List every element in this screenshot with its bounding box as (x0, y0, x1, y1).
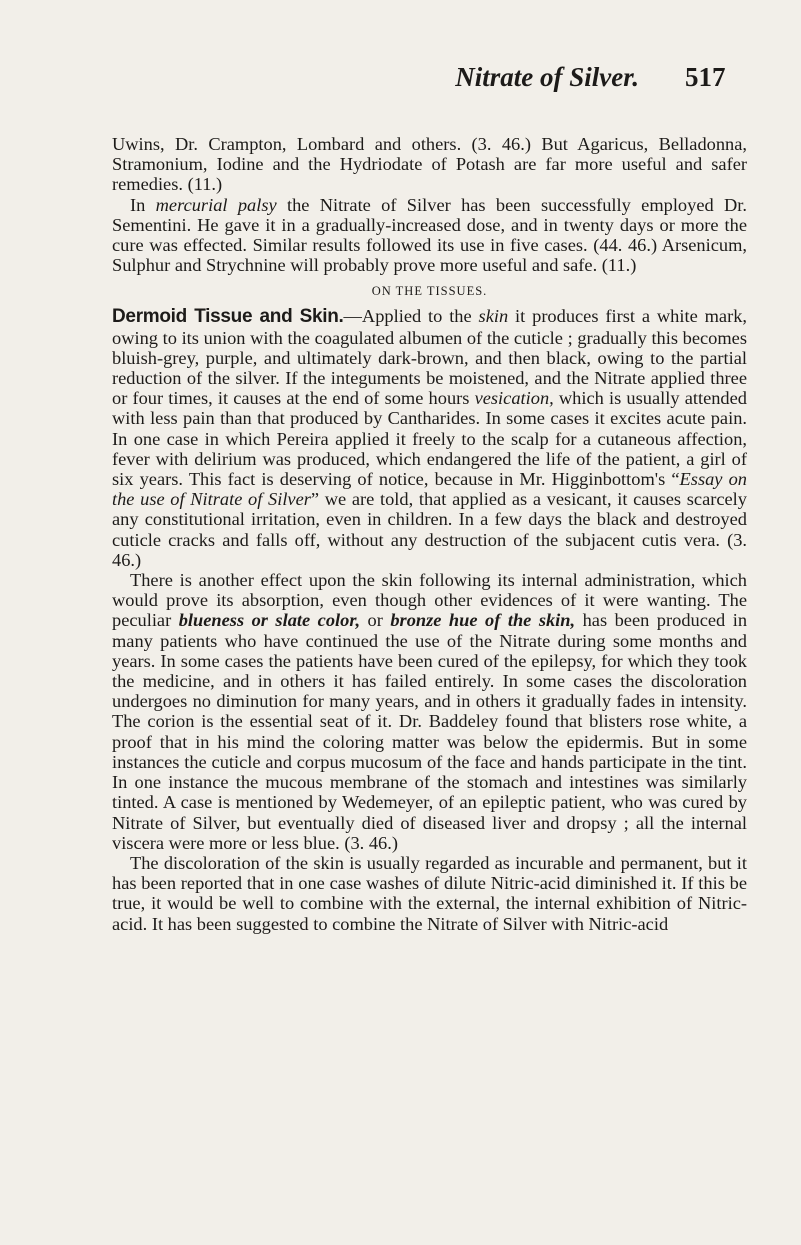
page-number: 517 (685, 62, 726, 92)
paragraph-text: it produces first a white mark, owing to its union with the coagulated albumen of the cuticle ; gradually this becomes bluish-grey, purple, and ultimately dark-brown, and then black, owing to the partial reduction of the silver. If the integuments be moistened, and the Nitrate applied three or four times, it causes at the end of some hours (112, 306, 747, 409)
paragraph-mercurial-palsy (112, 195, 747, 276)
paragraph-text: The discoloration of the skin is usually regarded as incurable and permanent, but it has been reported that in one case washes of dilute Nitric-acid diminished it. If this be true, it would be well to combine with the external, the internal exhibition of Nitric-acid. It has been suggested to combine the Nitrate of Silver with Nitric-acid (112, 852, 747, 934)
paragraph-text: Uwins, Dr. Crampton, Lombard and others. (3. 46.) But Agaricus, Belladonna, Stramonium, Iodine and the Hydriodate of Potash are far more useful and safer remedies. (11.) (112, 134, 747, 195)
emphasis-term: bronze hue of the skin, (390, 610, 576, 631)
running-title: Nitrate of Silver. (455, 62, 639, 92)
paragraph-dermoid-tissue (112, 306, 747, 570)
paragraph-continuation (112, 134, 747, 195)
emphasis-term: blueness or slate color, (178, 610, 361, 631)
emphasis-term: mercurial palsy (155, 194, 277, 215)
paragraph-text: ” we are told, that applied as a vesicant, it causes scarcely any constitutional irritation, even in children. In a few days the black and destroyed cuticle cracks and falls off, without any destruction of the subjacent cutis vera. (3. 46.) (112, 489, 747, 570)
paragraph-text: which is usually attended with less pain than that produced by Cantharides. In some cases it excites acute pain. In one case in which Pereira applied it freely to the scalp for a cutaneous affection, fever with delirium was produced, which endangered the life of the patient, a girl of six years. This fact is deserving of notice, because in Mr. Higginbottom's “ (112, 388, 747, 490)
paragraph-text: has been produced in many patients who have continued the use of the Nitrate during some months and years. In some cases the patients have been cured of the epilepsy, for which they took the medicine, and in others it has failed entirely. In some cases the discoloration undergoes no diminution for many years, and in others it gradually fades in intensity. The corion is the essential seat of it. Dr. Baddeley found that blisters rose white, a proof that in his mind the coloring matter was below the epidermis. But in some instances the cuticle and corpus mucosum of the face and hands participate in the tint. In one instance the mucous membrane of the stomach and intestines was similarly tinted. A case is mentioned by Wedemeyer, of an epileptic patient, who was cured by Nitrate of Silver, but eventually died of diseased liver and dropsy ; all the internal viscera were more or less blue. (3. 46.) (112, 610, 748, 853)
paragraph-text: There is another effect upon the skin following its internal administration, which would prove its absorption, even though other evidences of it were wanting. The peculiar (112, 570, 747, 631)
section-heading: ON THE TISSUES. (371, 284, 488, 299)
run-in-heading: Dermoid Tissue and Skin. (112, 306, 344, 328)
emphasis-term: vesication, (474, 388, 554, 409)
paragraph-discoloration (112, 853, 747, 934)
paragraph-text: the Nitrate of Silver has been successfully employed Dr. Sementini. He gave it in a gradually-increased dose, and in twenty days or more the cure was effected. Similar results followed its use in five cases. (44. 46.) Arsenicum, Sulphur and Strychnine will probably prove more useful and safe. (11.) (112, 194, 747, 276)
paragraph-text: or (360, 610, 391, 631)
body-text (112, 134, 747, 934)
paragraph-text: In (130, 194, 156, 215)
paragraph-text: —Applied to the (343, 306, 479, 327)
running-header (112, 62, 747, 102)
paragraph-internal-administration (112, 570, 747, 853)
emphasis-title: Essay on the use of Nitrate of Silver (112, 469, 747, 510)
emphasis-term: skin (478, 306, 509, 327)
